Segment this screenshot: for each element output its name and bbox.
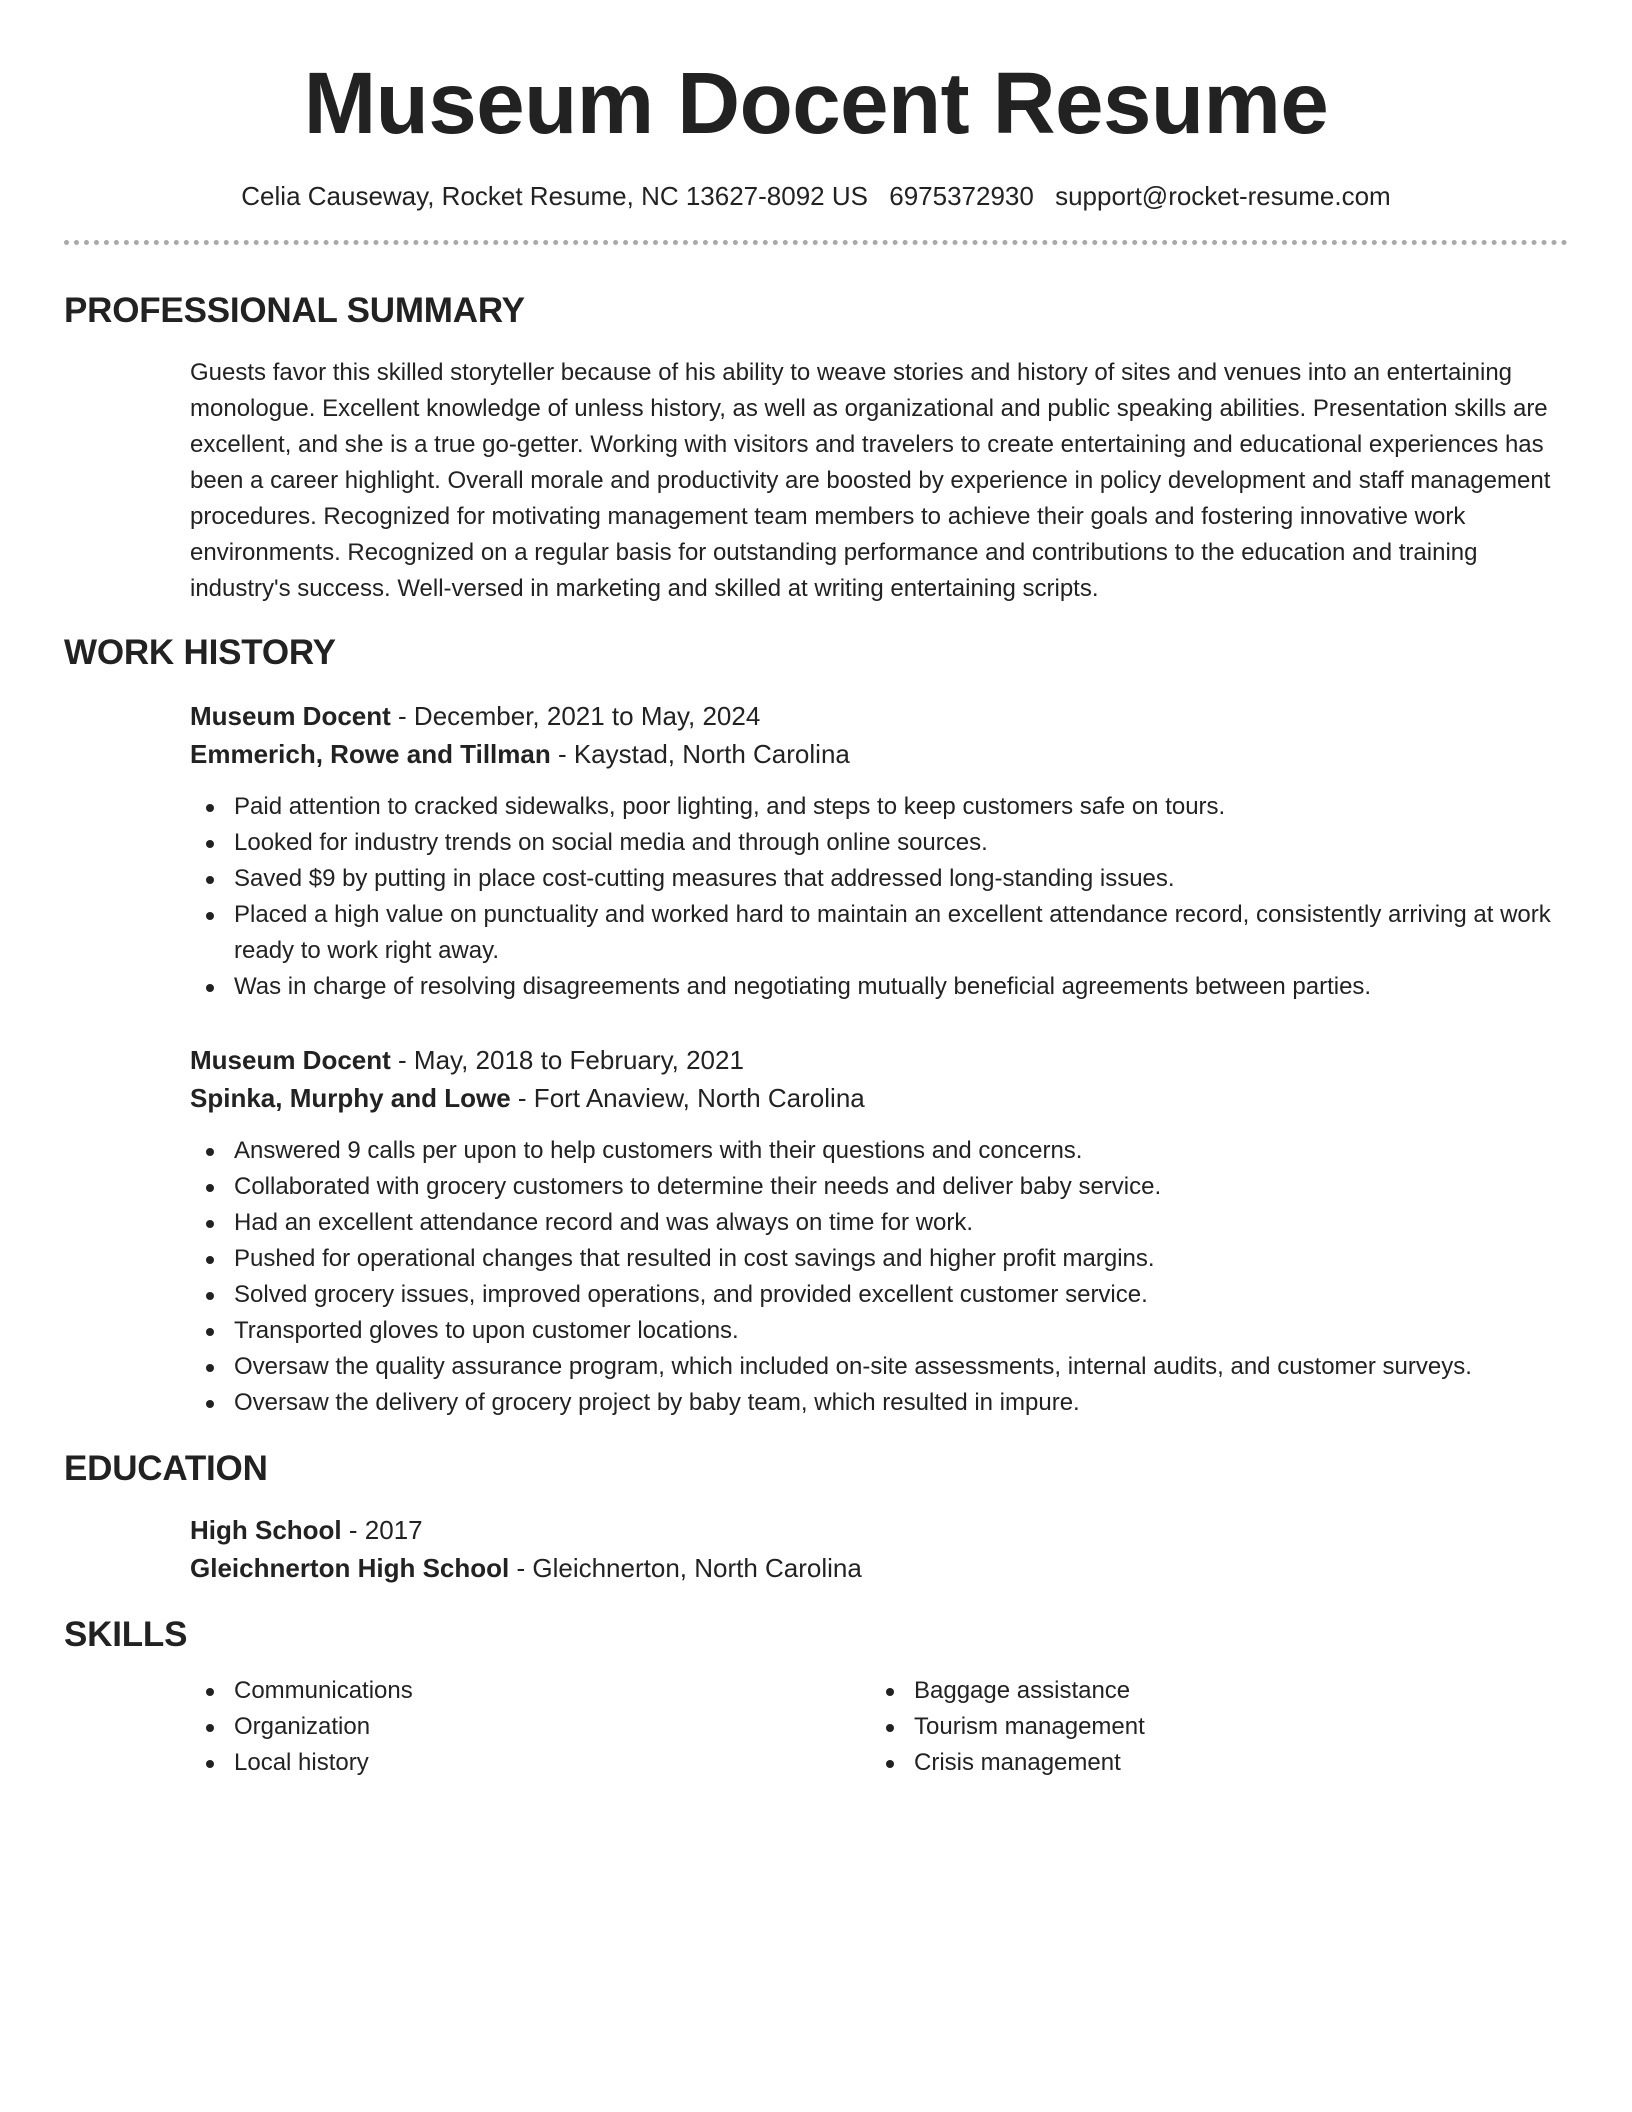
work-history-section <box>64 697 1568 1421</box>
skills-section <box>64 1673 1568 1781</box>
job-dates: - May, 2018 to February, 2021 <box>390 1045 744 1075</box>
education-degree: High School <box>190 1515 342 1545</box>
job-location: - Fort Anaview, North Carolina <box>510 1083 865 1113</box>
education-degree-line <box>190 1511 1568 1549</box>
job-bullet: Had an excellent attendance record and was always on time for work. <box>190 1205 1568 1241</box>
skills-column-right <box>870 1673 1550 1781</box>
job-title-line <box>190 1041 1568 1079</box>
job-bullet: Placed a high value on punctuality and worked hard to maintain an excellent attendance record, consistently arriving at work ready to work right away. <box>190 897 1568 969</box>
education-location: - Gleichnerton, North Carolina <box>509 1553 862 1583</box>
job-company: Emmerich, Rowe and Tillman <box>190 739 551 769</box>
job-location: - Kaystad, North Carolina <box>550 739 850 769</box>
header-divider <box>64 240 1568 245</box>
education-school-line <box>190 1549 1568 1587</box>
job-dates: - December, 2021 to May, 2024 <box>390 701 761 731</box>
skills-column-left <box>190 1673 870 1781</box>
job-bullets <box>190 1133 1568 1421</box>
skill-item: Local history <box>190 1745 870 1781</box>
job-bullet: Oversaw the quality assurance program, which included on-site assessments, internal audits, and customer surveys. <box>190 1349 1568 1385</box>
job-bullets <box>190 789 1568 1005</box>
summary-section <box>64 355 1568 607</box>
education-entry <box>190 1511 1568 1587</box>
job-company: Spinka, Murphy and Lowe <box>190 1083 511 1113</box>
education-school: Gleichnerton High School <box>190 1553 510 1583</box>
summary-text: Guests favor this skilled storyteller because of his ability to weave stories and history of sites and venues into an entertaining monologue. Excellent knowledge of unless history, as well as organizational and public speaking abilities. Presentation skills are excellent, and she is a true go-getter. Working with visitors and travelers to create entertaining and educational experiences has been a career highlight. Overall morale and productivity are boosted by experience in policy development and staff management procedures. Recognized for motivating management team members to achieve their goals and fostering innovative work environments. Recognized on a regular basis for outstanding performance and contributions to the education and training industry's success. Well-versed in marketing and skilled at writing entertaining scripts. <box>190 359 1551 602</box>
summary-heading: PROFESSIONAL SUMMARY <box>64 291 525 330</box>
job-company-line <box>190 735 1568 773</box>
job-bullet: Collaborated with grocery customers to determine their needs and deliver baby service. <box>190 1169 1568 1205</box>
job-bullet: Pushed for operational changes that resulted in cost savings and higher profit margins. <box>190 1241 1568 1277</box>
education-year: - 2017 <box>341 1515 423 1545</box>
job-bullet: Was in charge of resolving disagreements and negotiating mutually beneficial agreements between parties. <box>190 969 1568 1005</box>
work-history-heading: WORK HISTORY <box>64 633 336 672</box>
contact-line <box>64 180 1568 212</box>
job-title: Museum Docent <box>190 701 391 731</box>
job-company-line <box>190 1079 1568 1117</box>
skills-grid <box>190 1673 1568 1781</box>
education-heading: EDUCATION <box>64 1449 268 1488</box>
job-bullet: Transported gloves to upon customer locations. <box>190 1313 1568 1349</box>
job-title: Museum Docent <box>190 1045 391 1075</box>
job-bullet: Saved $9 by putting in place cost-cutting measures that addressed long-standing issues. <box>190 861 1568 897</box>
skill-item: Tourism management <box>870 1709 1550 1745</box>
job-title-line <box>190 697 1568 735</box>
job-bullet: Oversaw the delivery of grocery project by baby team, which resulted in impure. <box>190 1385 1568 1421</box>
job-entry <box>190 1041 1568 1421</box>
contact-email: support@rocket-resume.com <box>1055 181 1391 211</box>
contact-address: Celia Causeway, Rocket Resume, NC 13627-8092 US <box>241 181 868 211</box>
skill-item: Baggage assistance <box>870 1673 1550 1709</box>
job-bullet: Solved grocery issues, improved operations, and provided excellent customer service. <box>190 1277 1568 1313</box>
education-section <box>64 1511 1568 1587</box>
skill-item: Crisis management <box>870 1745 1550 1781</box>
resume-title: Museum Docent Resume <box>303 55 1329 152</box>
contact-phone: 6975372930 <box>889 181 1034 211</box>
job-entry <box>190 697 1568 1005</box>
skills-heading: SKILLS <box>64 1615 188 1654</box>
job-bullet: Paid attention to cracked sidewalks, poor lighting, and steps to keep customers safe on tours. <box>190 789 1568 825</box>
job-bullet: Looked for industry trends on social media and through online sources. <box>190 825 1568 861</box>
job-bullet: Answered 9 calls per upon to help customers with their questions and concerns. <box>190 1133 1568 1169</box>
skill-item: Communications <box>190 1673 870 1709</box>
skill-item: Organization <box>190 1709 870 1745</box>
